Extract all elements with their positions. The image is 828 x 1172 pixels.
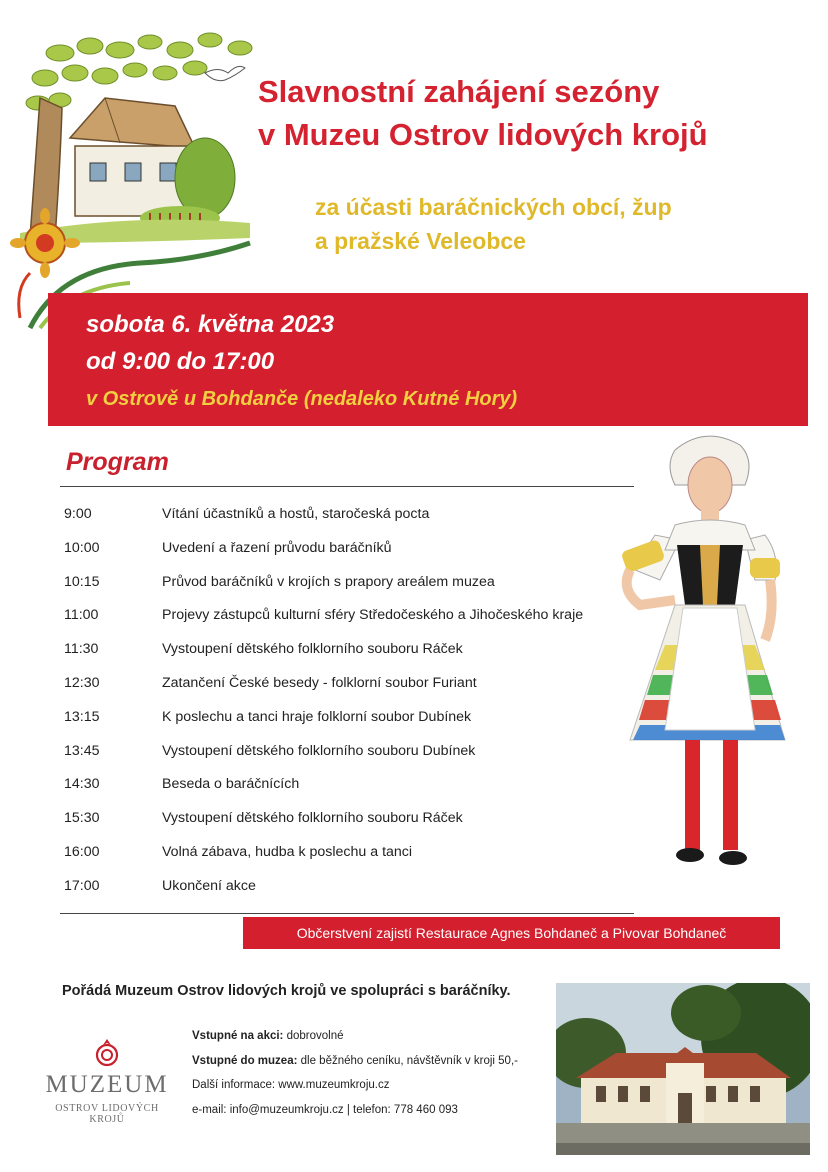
event-date: sobota 6. května 2023: [86, 311, 335, 338]
schedule-text: Volná zábava, hudba k poslechu a tanci: [162, 843, 413, 860]
schedule-time: 15:30: [64, 810, 100, 827]
schedule-time: 9:00: [64, 506, 92, 522]
divider: [60, 913, 634, 914]
event-title: [258, 70, 818, 156]
program-heading: Program: [66, 448, 169, 476]
subtitle-line-2: a pražské Veleobce: [315, 228, 526, 254]
program-schedule: [60, 498, 640, 904]
schedule-row: [60, 498, 640, 532]
schedule-time: 11:30: [64, 641, 99, 658]
schedule-row: [60, 599, 640, 633]
schedule-time: 10:15: [64, 573, 100, 590]
schedule-row: [60, 566, 640, 600]
schedule-time: 11:00: [64, 607, 99, 624]
schedule-time: 16:00: [64, 843, 100, 860]
schedule-text: Uvedení a řazení průvodu baráčníků: [162, 539, 392, 556]
schedule-row: [60, 633, 640, 667]
visitor-info: [192, 1024, 518, 1122]
schedule-row: [60, 667, 640, 701]
admission-event-label: Vstupné na akci:: [192, 1030, 284, 1042]
schedule-time: 14:30: [64, 776, 100, 793]
catering-banner: Občerstvení zajistí Restaurace Agnes Bohdaneč a Pivovar Bohdaneč: [243, 917, 780, 949]
schedule-text: Vystoupení dětského folklorního souboru Ráček: [162, 641, 463, 658]
schedule-text: Projevy zástupců kulturní sféry Středočeského a Jihočeského kraje: [162, 607, 584, 624]
schedule-time: 13:15: [64, 708, 100, 725]
schedule-time: 13:45: [64, 742, 100, 759]
schedule-text: Ukončení akce: [162, 877, 256, 894]
event-time: od 9:00 do 17:00: [86, 348, 275, 375]
event-details-band: [48, 293, 808, 426]
title-line-2: v Muzeu Ostrov lidových krojů: [258, 117, 708, 152]
folk-costume-figure: [605, 430, 800, 890]
logo-subtitle: OSTROV LIDOVÝCH KROJŮ: [55, 1103, 159, 1125]
logo-emblem-icon: [94, 1038, 120, 1068]
schedule-time: 10:00: [64, 539, 100, 556]
schedule-row: [60, 836, 640, 870]
schedule-text: Beseda o baráčnících: [162, 776, 300, 793]
contact-info[interactable]: e-mail: info@muzeumkroju.cz | telefon: 778 460 093: [192, 1103, 458, 1116]
title-line-1: Slavnostní zahájení sezóny: [258, 74, 660, 109]
subtitle-line-1: za účasti baráčnických obcí, žup: [315, 194, 672, 220]
admission-museum-label: Vstupné do muzea:: [192, 1054, 298, 1067]
divider: [60, 486, 634, 487]
admission-museum-value: dle běžného ceníku, návštěvník v kroji 50,-: [297, 1054, 518, 1067]
admission-event: [192, 1024, 518, 1049]
admission-museum: [192, 1049, 518, 1074]
schedule-text: Průvod baráčníků v krojích s prapory areálem muzea: [162, 573, 495, 590]
schedule-time: 12:30: [64, 674, 100, 691]
logo-word: MUZEUM: [45, 1071, 169, 1098]
event-place: v Ostrově u Bohdanče (nedaleko Kutné Hory): [86, 388, 518, 410]
schedule-row: [60, 532, 640, 566]
schedule-row: [60, 735, 640, 769]
schedule-row: [60, 701, 640, 735]
schedule-row: [60, 870, 640, 904]
event-subtitle: [315, 190, 815, 258]
organizer-note: Pořádá Muzeum Ostrov lidových krojů ve spolupráci s baráčníky.: [62, 983, 511, 999]
schedule-text: Vystoupení dětského folklorního souboru Dubínek: [162, 742, 476, 759]
schedule-time: 17:00: [64, 877, 100, 894]
more-info-link[interactable]: Další informace: www.muzeumkroju.cz: [192, 1079, 390, 1091]
schedule-row: [60, 802, 640, 836]
schedule-text: Zatančení České besedy - folklorní soubor Furiant: [162, 674, 477, 691]
schedule-text: Vítání účastníků a hostů, staročeská pocta: [162, 506, 430, 522]
schedule-text: K poslechu a tanci hraje folklorní soubor Dubínek: [162, 708, 472, 725]
admission-event-value: dobrovolné: [283, 1030, 344, 1042]
cottage-illustration: [0, 28, 275, 338]
museum-logo: [38, 1038, 176, 1123]
schedule-row: [60, 768, 640, 802]
schedule-text: Vystoupení dětského folklorního souboru Ráček: [162, 810, 463, 827]
museum-building-photo: [556, 983, 810, 1155]
